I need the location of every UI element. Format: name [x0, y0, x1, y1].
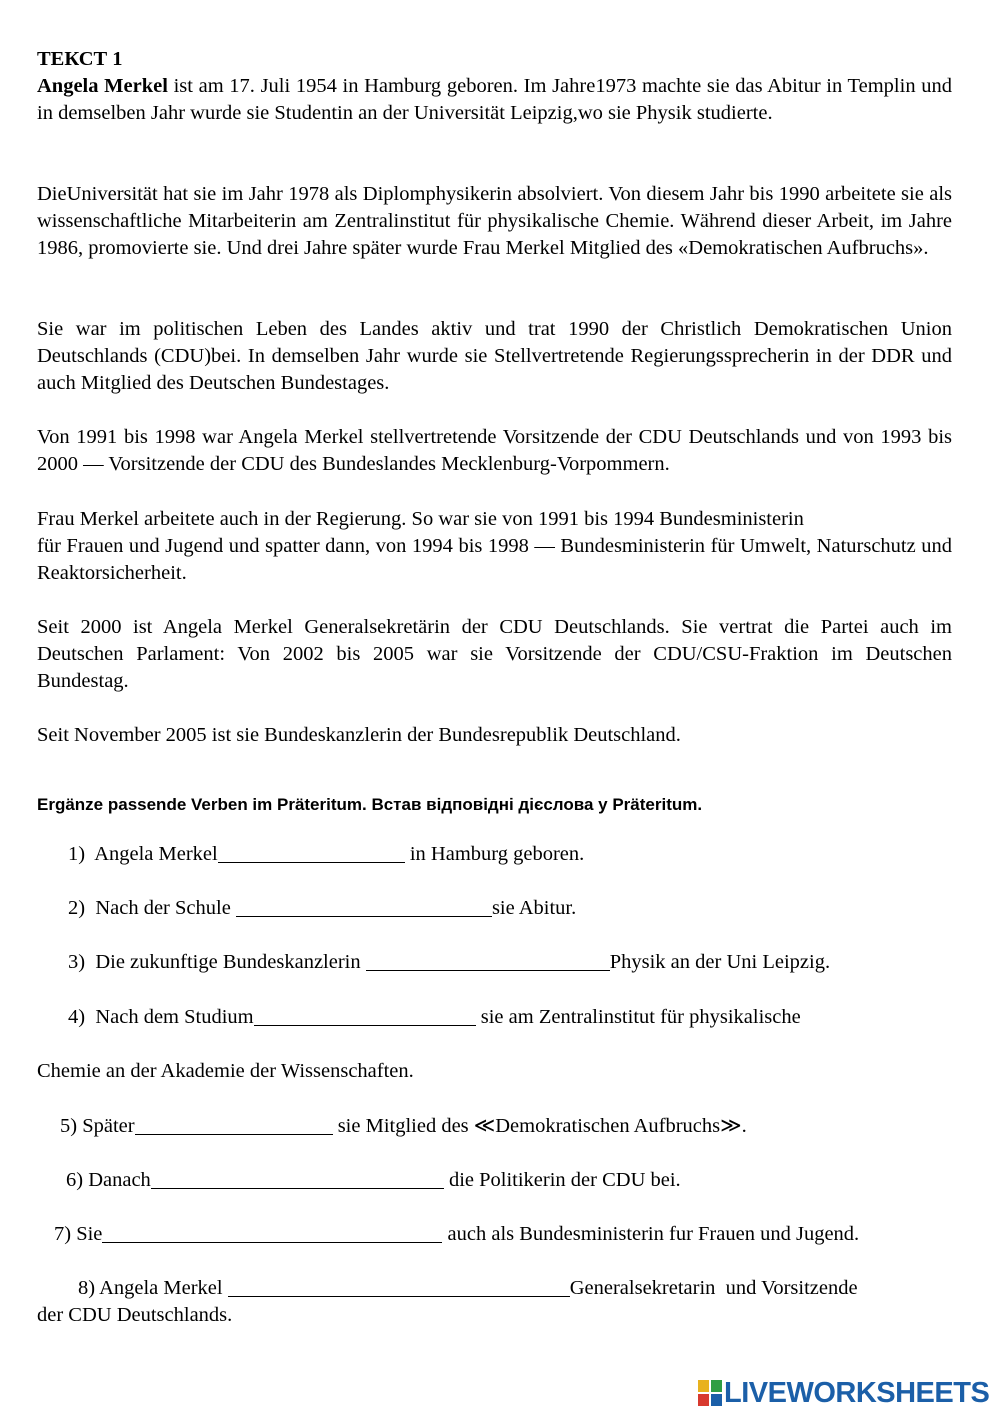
paragraph-4: Von 1991 bis 1998 war Angela Merkel stellvertretende Vorsitzende der CDU Deutschlands und von 1993 bis 2000 — Vorsitzende der CDU des Bundeslandes Mecklenburg-Vorpommern.	[37, 426, 952, 475]
answer-blank-4[interactable]	[254, 1006, 476, 1026]
liveworksheets-logo[interactable]	[697, 1377, 989, 1409]
text-title: ТЕКСТ 1	[37, 48, 123, 70]
answer-blank-8[interactable]	[228, 1277, 570, 1297]
exercise-7-prompt: 7) Sie	[54, 1223, 103, 1245]
exercise-8-continuation: der CDU Deutschlands.	[37, 1304, 233, 1326]
exercise-item-4	[68, 1004, 801, 1031]
exercise-8-suffix: Generalsekretarin und Vorsitzende	[569, 1277, 858, 1299]
exercise-4-continuation: Chemie an der Akademie der Wissenschaften.	[37, 1060, 414, 1082]
exercise-7-suffix: auch als Bundesministerin fur Frauen und Jugend.	[442, 1223, 860, 1245]
paragraph-2: DieUniversität hat sie im Jahr 1978 als Diplomphysikerin absolviert. Von diesem Jahr bis 1990 arbeitete sie als wissenschaftliche Mitarbeiterin am Zentralinstitut für physikalische Chemie. Während dieser Arbeit, im Jahre 1986, promovierte sie. Und drei Jahre später wurde Frau Merkel Mitglied des «Demokratischen Aufbruchs».	[37, 183, 952, 259]
exercise-4-prompt: 4) Nach dem Studium	[68, 1006, 254, 1028]
subject-name: Angela Merkel	[37, 75, 168, 97]
exercise-5-suffix: sie Mitglied des ≪Demokratischen Aufbruchs≫.	[332, 1115, 747, 1137]
exercise-item-1	[68, 841, 584, 868]
answer-blank-3[interactable]	[366, 951, 610, 971]
paragraph-1	[37, 73, 952, 127]
exercise-item-8	[78, 1275, 858, 1302]
paragraph-5: für Frauen und Jugend und spatter dann, von 1994 bis 1998 — Bundesministerin für Umwelt, Naturschutz und Reaktorsicherheit.	[37, 535, 952, 584]
answer-blank-5[interactable]	[135, 1115, 333, 1135]
exercise-item-6	[66, 1167, 681, 1194]
exercise-5-prompt: 5) Später	[60, 1115, 135, 1137]
liveworksheets-logo-icon	[697, 1379, 723, 1407]
exercise-instruction: Ergänze passende Verben im Präteritum. Встав відповідні дієслова у Präteritum.	[37, 795, 703, 814]
exercise-3-prompt: 3) Die zukunftige Bundeskanzlerin	[68, 951, 366, 973]
exercise-4-suffix: sie am Zentralinstitut für physikalische	[475, 1006, 801, 1028]
exercise-1-suffix: in Hamburg geboren.	[404, 843, 585, 865]
paragraph-7: Seit November 2005 ist sie Bundeskanzlerin der Bundesrepublik Deutschland.	[37, 724, 681, 746]
exercise-item-7	[54, 1221, 859, 1248]
exercise-2-prompt: 2) Nach der Schule	[68, 897, 236, 919]
logo-text: LIVEWORKSHEETS	[724, 1376, 990, 1409]
answer-blank-2[interactable]	[236, 897, 492, 917]
exercise-item-2	[68, 895, 576, 922]
exercise-3-suffix: Physik an der Uni Leipzig.	[609, 951, 831, 973]
paragraph-6: Seit 2000 ist Angela Merkel Generalsekretärin der CDU Deutschlands. Sie vertrat die Partei auch im Deutschen Parlament: Von 2002 bis 2005 war sie Vorsitzende der CDU/CSU-Fraktion im Deutschen Bundestag.	[37, 616, 952, 692]
answer-blank-7[interactable]	[102, 1223, 442, 1243]
paragraph-3: Sie war im politischen Leben des Landes aktiv und trat 1990 der Christlich Demokratischen Union Deutschlands (CDU)bei. In demselben Jahr wurde sie Stellvertretende Regierungssprecherin in der DDR und auch Mitglied des Deutschen Bundestages.	[37, 318, 952, 394]
exercise-item-5	[60, 1113, 747, 1140]
answer-blank-6[interactable]	[151, 1169, 444, 1189]
exercise-2-suffix: sie Abitur.	[491, 897, 577, 919]
exercise-1-prompt: 1) Angela Merkel	[68, 843, 218, 865]
paragraph-1-text: ist am 17. Juli 1954 in Hamburg geboren. Im Jahre1973 machte sie das Abitur in Templin und in demselben Jahr wurde sie Studentin an der Universität Leipzig,wo sie Physik studierte.	[37, 75, 952, 124]
answer-blank-1[interactable]	[218, 843, 405, 863]
paragraph-5-line-1: Frau Merkel arbeitete auch in der Regierung. So war sie von 1991 bis 1994 Bundesministerin	[37, 508, 804, 530]
exercise-8-prompt: 8) Angela Merkel	[78, 1277, 228, 1299]
exercise-item-3	[68, 949, 830, 976]
exercise-6-suffix: die Politikerin der CDU bei.	[443, 1169, 681, 1191]
exercise-6-prompt: 6) Danach	[66, 1169, 151, 1191]
